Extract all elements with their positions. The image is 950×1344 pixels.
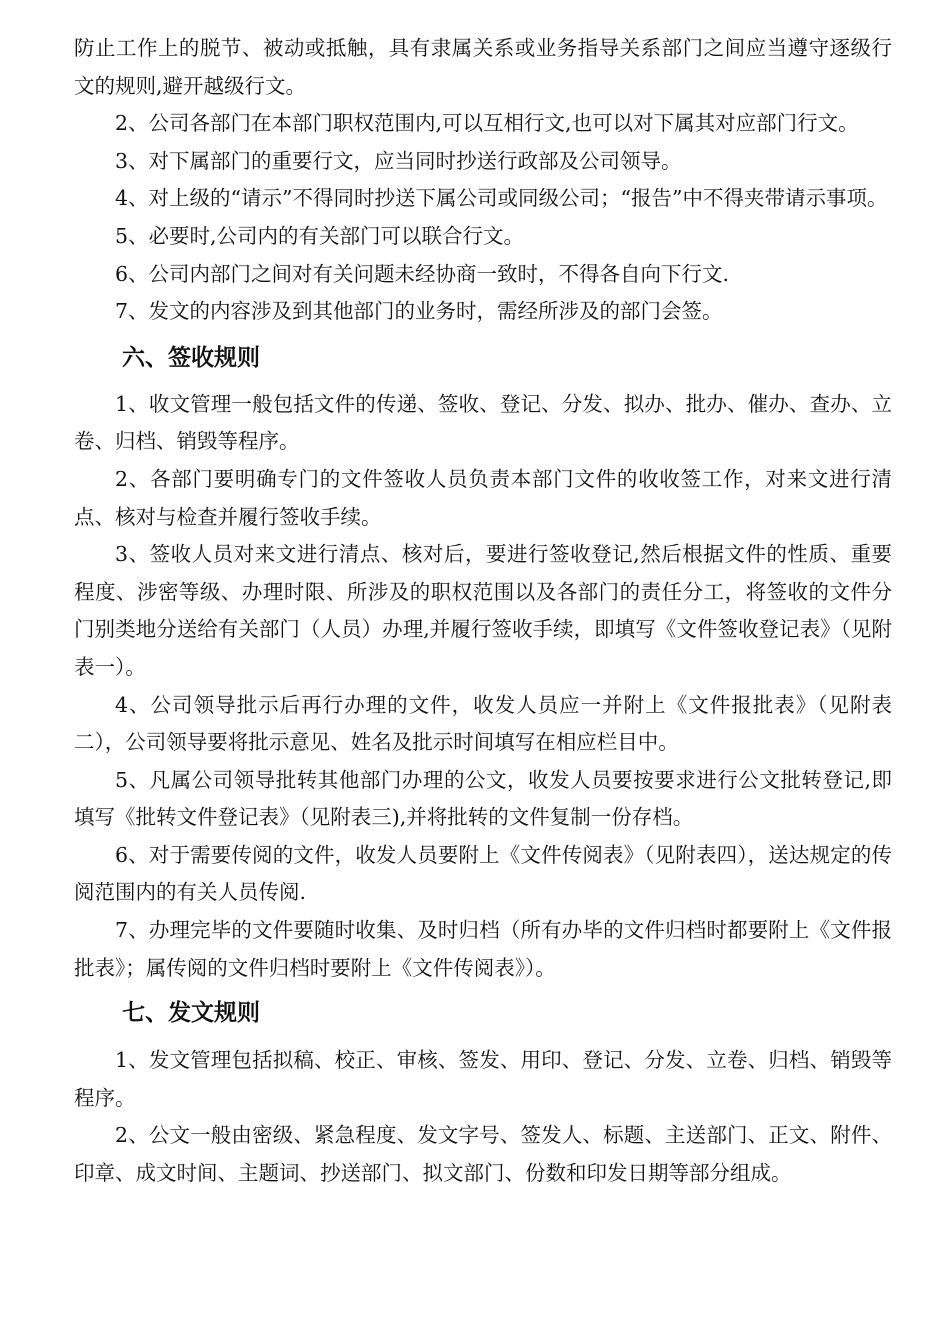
paragraph-dispatch-2: 2、公文一般由密级、紧急程度、发文字号、签发人、标题、主送部门、正文、附件、印章、成文时间、主题词、抄送部门、拟文部门、份数和印发日期等部分组成。 [74,1123,892,1186]
paragraph-intro-3: 3、对下属部门的重要行文，应当同时抄送行政部及公司领导。 [115,148,682,173]
paragraph-receipt-1: 1、收文管理一般包括文件的传递、签收、登记、分发、拟办、批办、催办、查办、立卷、归档、销毁等程序。 [74,391,892,454]
paragraph-receipt-7: 7、办理完毕的文件要随时收集、及时归档（所有办毕的文件归档时都要附上《文件报批表》；属传阅的文件归档时要附上《文件传阅表》）。 [74,918,892,980]
paragraph-intro-6: 6、公司内部门之间对有关问题未经协商一致时，不得各自向下行文. [115,261,730,286]
paragraph-receipt-2: 2、各部门要明确专门的文件签收人员负责本部门文件的收收签工作，对来文进行清点、核对与检查并履行签收手续。 [74,466,892,529]
intro-section [74,30,892,331]
paragraph-receipt-6: 6、对于需要传阅的文件，收发人员要附上《文件传阅表》（见附表四），送达规定的传阅范围内的有关人员传阅. [74,842,892,905]
dispatch-rules-section [74,1042,892,1192]
section-heading-receipt-rules: 六、签收规则 [122,343,260,371]
paragraph-receipt-5: 5、凡属公司领导批转其他部门办理的公文，收发人员要按要求进行公文批转登记,即填写《批转文件登记表》（见附表三),并将批转的文件复制一份存档。 [74,767,892,830]
paragraph-intro-continuation: 防止工作上的脱节、被动或抵触，具有隶属关系或业务指导关系部门之间应当遵守逐级行文的规则,避开越级行文。 [74,36,892,98]
paragraph-intro-4: 4、对上级的“请示”不得同时抄送下属公司或同级公司；“报告”中不得夹带请示事项。 [115,186,888,211]
paragraph-intro-2: 2、公司各部门在本部门职权范围内,可以互相行文,也可以对下属其对应部门行文。 [115,111,859,136]
section-heading-dispatch-rules: 七、发文规则 [122,999,260,1027]
paragraph-receipt-3: 3、签收人员对来文进行清点、核对后，要进行签收登记,然后根据文件的性质、重要程度、涉密等级、办理时限、所涉及的职权范围以及各部门的责任分工，将签收的文件分门别类地分送给有关部门（人员）办理,并履行签收手续，即填写《文件签收登记表》（见附表一）。 [74,542,892,679]
document-page [74,30,892,1193]
paragraph-intro-7: 7、发文的内容涉及到其他部门的业务时，需经所涉及的部门会签。 [115,299,723,324]
paragraph-intro-5: 5、必要时,公司内的有关部门可以联合行文。 [115,223,525,248]
paragraph-dispatch-1: 1、发文管理包括拟稿、校正、审核、签发、用印、登记、分发、立卷、归档、销毁等程序。 [74,1048,892,1110]
receipt-rules-section [74,386,892,988]
paragraph-receipt-4: 4、公司领导批示后再行办理的文件，收发人员应一并附上《文件报批表》（见附表二），公司领导要将批示意见、姓名及批示时间填写在相应栏目中。 [74,692,892,755]
